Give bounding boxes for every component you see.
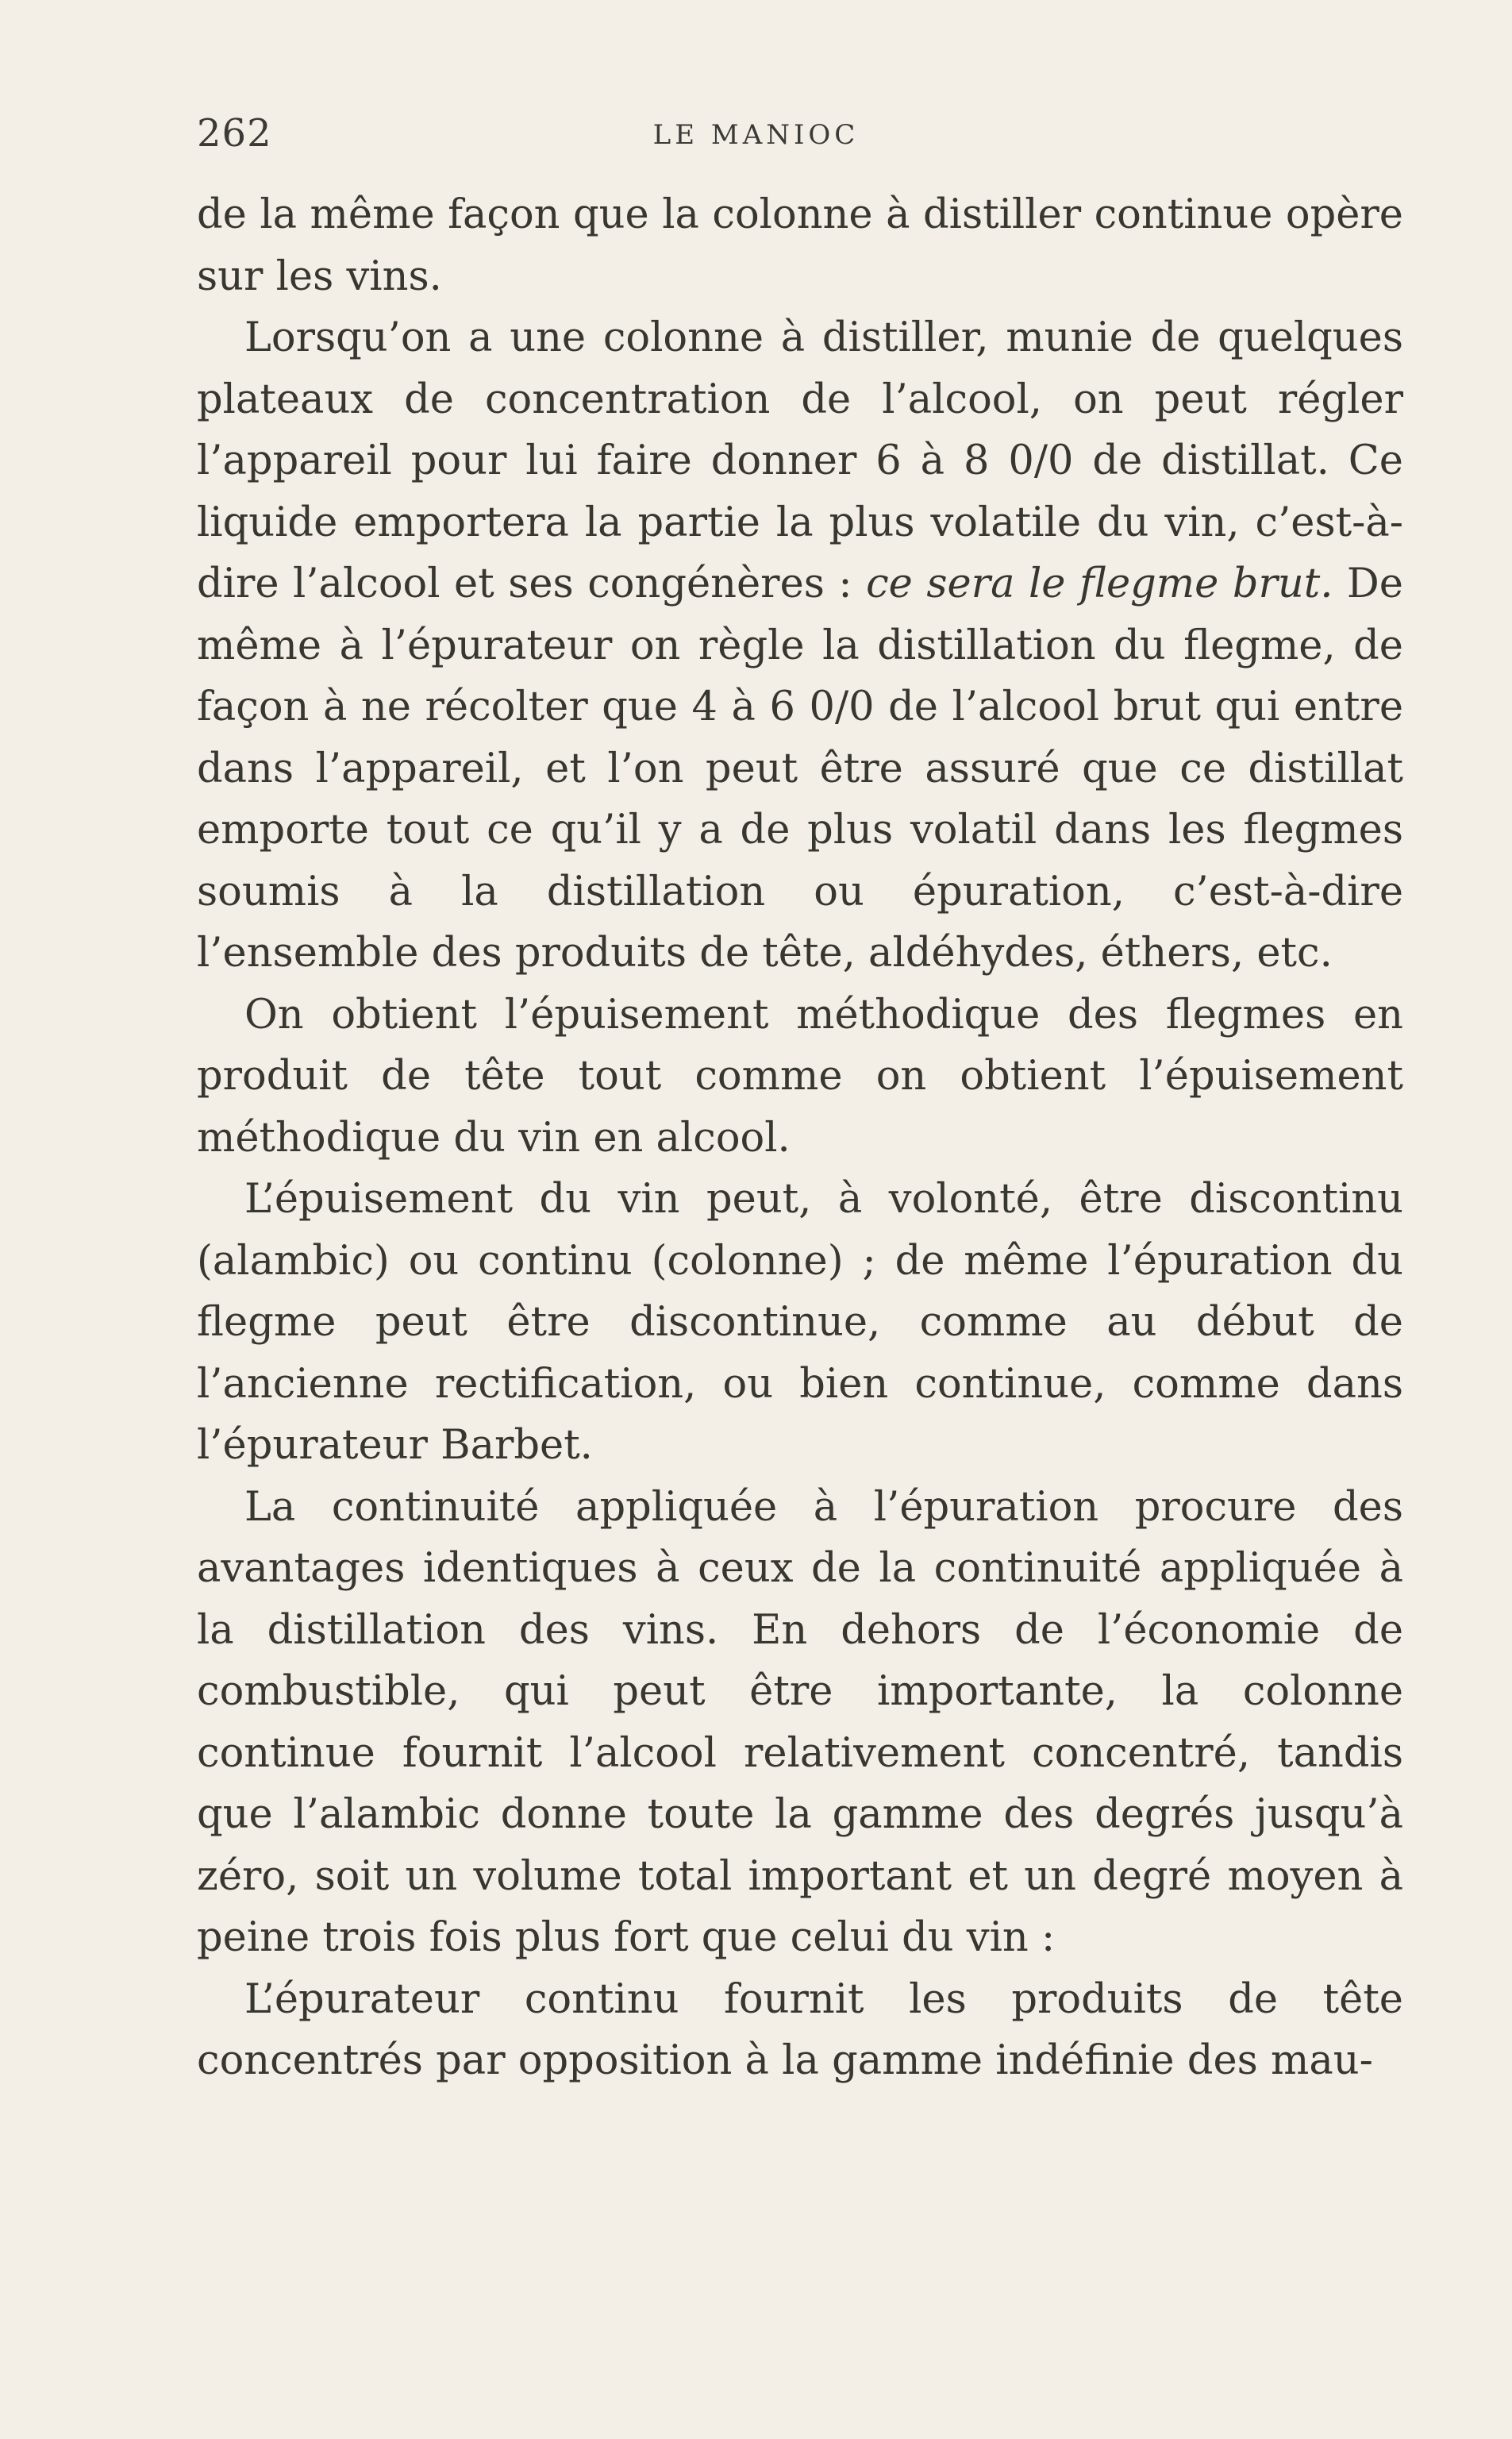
italic-phrase: ce sera le flegme brut.	[866, 561, 1333, 607]
page-header	[0, 111, 1512, 175]
paragraph-text: Lorsqu’on a une colonne à distiller, munie de quelques plateaux de concentration de l’alcool, on peut régler l’appareil pour lui faire donner 6 à 8 0/0 de distillat. Ce liquide emportera la partie la plus volatile du vin, c’est-à-dire l’alcool et ses congénères :	[197, 314, 1403, 607]
paragraph-colonne-distiller	[197, 307, 1403, 984]
running-title: LE MANIOC	[652, 119, 860, 151]
paragraph-epuisement-vin: L’épuisement du vin peut, à volonté, être discontinu (alambic) ou continu (colonne) ; de même l’épuration du flegme peut être discontinue, comme au début de l’ancienne rectification, ou bien continue, comme dans l’épurateur Barbet.	[197, 1176, 1403, 1469]
paragraph-continuite: La continuité appliquée à l’épuration procure des avantages identiques à ceux de la continuité appliquée à la distillation des vins. En dehors de l’économie de combustible, qui peut être importante, la colonne continue fournit l’alcool relativement concentré, tandis que l’alambic donne toute la gamme des degrés jusqu’à zéro, soit un volume total important et un degré moyen à peine trois fois plus fort que celui du vin :	[197, 1483, 1403, 1961]
body-text	[197, 184, 1403, 2092]
paragraph-epuisement-methodique: On obtient l’épuisement méthodique des flegmes en produit de tête tout comme on obtient l’épuisement méthodique du vin en alcool.	[197, 991, 1403, 1162]
paragraph-text: De même à l’épurateur on règle la distillation du flegme, de façon à ne récolter que 4 à 6 0/0 de l’alcool brut qui entre dans l’appareil, et l’on peut être assuré que ce distillat emporte tout ce qu’il y a de plus volatil dans les flegmes soumis à la distillation ou épuration, c’est-à-dire l’ensemble des produits de tête, aldéhydes, éthers, etc.	[197, 561, 1403, 977]
paragraph-epurateur-continu: L’épurateur continu fournit les produits de tête concentrés par opposition à la gamme indéfinie des mau-	[197, 1975, 1403, 2084]
page-number: 262	[197, 111, 272, 156]
paragraph-continuation: de la même façon que la colonne à distiller continue opère sur les vins.	[197, 191, 1403, 300]
